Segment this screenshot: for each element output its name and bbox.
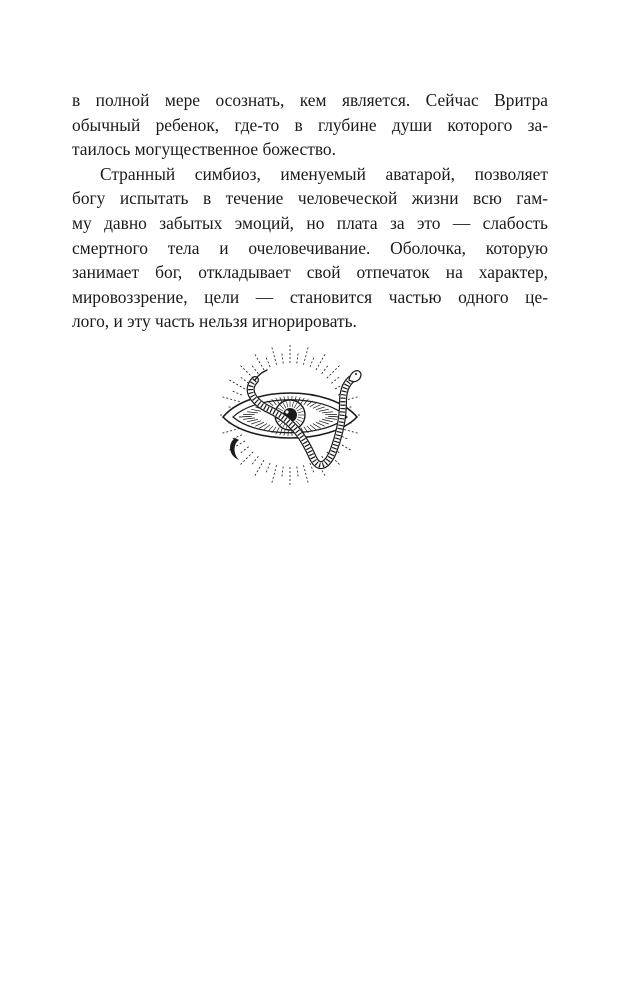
- text-line: лого, и эту часть нельзя игнорировать.: [72, 311, 357, 332]
- paragraph-1: [72, 88, 548, 162]
- ray-line: [303, 345, 308, 364]
- text-line: обычный ребенок, где-то в глубине души которого за-: [72, 114, 548, 135]
- ray-line: [266, 356, 271, 367]
- ray-line: [327, 364, 341, 378]
- crescent-mark: [230, 438, 239, 460]
- text-line: занимает бог, откладывает свой отпечаток на характер,: [72, 262, 548, 283]
- ray-line: [316, 353, 326, 370]
- ray-line: [220, 396, 239, 401]
- text-line: мировоззрение, цели — становится частью одного це-: [72, 286, 548, 307]
- ray-line: [239, 376, 249, 383]
- serpent-tail: [255, 370, 267, 380]
- ray-line: [231, 391, 242, 396]
- ray-line: [254, 353, 264, 370]
- ray-line: [331, 376, 341, 383]
- pupil-highlight: [285, 410, 288, 413]
- ray-line: [271, 345, 276, 364]
- text-line: таилось могущественное божество.: [72, 139, 336, 160]
- ray-line: [303, 465, 308, 484]
- ray-line: [239, 447, 249, 454]
- ray-line: [282, 467, 284, 479]
- ray-line: [251, 364, 258, 374]
- paragraph-2: [72, 162, 548, 334]
- ray-line: [322, 364, 329, 374]
- serpent-eye: [355, 373, 357, 375]
- ray-line: [239, 364, 253, 378]
- ray-line: [251, 456, 258, 466]
- ray-line: [220, 428, 239, 433]
- text-line: му давно забытых эмоций, но плата за это — слабость: [72, 212, 548, 233]
- body-text: [72, 88, 548, 334]
- text-line: смертного тела и очеловечивание. Оболочка, которую: [72, 237, 548, 258]
- ray-line: [282, 352, 284, 364]
- eye-serpent-ornament-icon: [215, 340, 365, 490]
- serpent-head: [349, 371, 361, 382]
- text-line: в полной мере осознать, кем является. Сейчас Вритра: [72, 90, 548, 110]
- ray-line: [228, 379, 245, 389]
- ray-line: [239, 452, 253, 466]
- ray-line: [297, 467, 299, 479]
- ray-line: [254, 460, 264, 477]
- ray-line: [266, 463, 271, 474]
- ray-line: [271, 465, 276, 484]
- text-line: богу испытать в течение человеческой жизни всю гам-: [72, 188, 548, 209]
- ray-line: [310, 356, 315, 367]
- ray-line: [297, 352, 299, 364]
- text-line: Странный симбиоз, именуемый аватарой, позволяет: [100, 163, 548, 184]
